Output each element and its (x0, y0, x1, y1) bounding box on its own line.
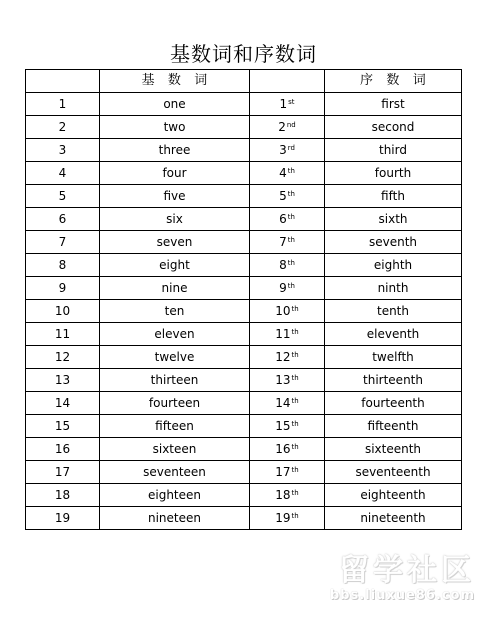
table-row (26, 139, 462, 162)
table-row (26, 507, 462, 530)
ordinal-abbr-number: 12 (275, 350, 291, 364)
ordinal-abbr-suffix: th (291, 420, 299, 428)
ordinal-abbr-cell (250, 277, 325, 300)
row-index-cell: 5 (26, 185, 100, 208)
cardinal-cell: ten (100, 300, 250, 323)
table-header-row (26, 70, 462, 93)
watermark-url: bbs.liuxue86.com (329, 588, 475, 603)
table-row (26, 461, 462, 484)
ordinal-abbr-suffix: th (287, 282, 295, 290)
row-index-cell: 15 (26, 415, 100, 438)
row-index-cell: 14 (26, 392, 100, 415)
cardinal-cell: sixteen (100, 438, 250, 461)
ordinal-abbr-suffix: st (288, 98, 295, 106)
cardinal-cell: fourteen (100, 392, 250, 415)
ordinal-cell: seventeenth (325, 461, 462, 484)
cardinal-cell: twelve (100, 346, 250, 369)
cardinal-cell: six (100, 208, 250, 231)
table-row (26, 415, 462, 438)
ordinal-abbr-cell (250, 323, 325, 346)
table-row (26, 484, 462, 507)
header-ordinal-abbr (250, 70, 325, 93)
row-index-cell: 9 (26, 277, 100, 300)
ordinal-abbr-cell (250, 369, 325, 392)
table-row (26, 185, 462, 208)
ordinal-cell: sixth (325, 208, 462, 231)
cardinal-cell: three (100, 139, 250, 162)
ordinal-abbr-suffix: rd (287, 144, 295, 152)
header-cardinal: 基 数 词 (100, 70, 250, 93)
table-row (26, 277, 462, 300)
ordinal-cell: ninth (325, 277, 462, 300)
cardinal-cell: seventeen (100, 461, 250, 484)
ordinal-abbr-suffix: th (287, 236, 295, 244)
row-index-cell: 18 (26, 484, 100, 507)
ordinal-abbr-number: 3 (279, 143, 287, 157)
ordinal-abbr-number: 10 (275, 304, 291, 318)
ordinal-abbr-cell (250, 139, 325, 162)
ordinal-cell: fifteenth (325, 415, 462, 438)
ordinal-cell: twelfth (325, 346, 462, 369)
row-index-cell: 11 (26, 323, 100, 346)
row-index-cell: 1 (26, 93, 100, 116)
ordinal-abbr-suffix: th (287, 213, 295, 221)
cardinal-cell: seven (100, 231, 250, 254)
cardinal-cell: thirteen (100, 369, 250, 392)
ordinal-abbr-number: 13 (275, 373, 291, 387)
table-row (26, 231, 462, 254)
cardinal-cell: eighteen (100, 484, 250, 507)
ordinal-abbr-number: 8 (279, 258, 287, 272)
ordinal-abbr-cell (250, 93, 325, 116)
ordinal-abbr-cell (250, 116, 325, 139)
ordinal-abbr-suffix: th (291, 328, 299, 336)
ordinal-cell: seventh (325, 231, 462, 254)
ordinal-abbr-number: 18 (275, 488, 291, 502)
ordinal-abbr-cell (250, 231, 325, 254)
ordinal-abbr-number: 15 (275, 419, 291, 433)
ordinal-abbr-number: 7 (279, 235, 287, 249)
table-row (26, 93, 462, 116)
cardinal-cell: four (100, 162, 250, 185)
row-index-cell: 13 (26, 369, 100, 392)
ordinal-abbr-suffix: th (291, 489, 299, 497)
cardinal-cell: one (100, 93, 250, 116)
ordinal-abbr-suffix: th (291, 351, 299, 359)
ordinal-abbr-number: 11 (275, 327, 291, 341)
row-index-cell: 16 (26, 438, 100, 461)
table-row (26, 369, 462, 392)
table-row (26, 208, 462, 231)
ordinal-abbr-number: 19 (275, 511, 291, 525)
table-row (26, 116, 462, 139)
ordinal-abbr-cell (250, 461, 325, 484)
ordinal-abbr-cell (250, 208, 325, 231)
cardinal-cell: fifteen (100, 415, 250, 438)
cardinal-cell: eight (100, 254, 250, 277)
row-index-cell: 4 (26, 162, 100, 185)
watermark-text: 留学社区 (339, 553, 475, 588)
table-row (26, 392, 462, 415)
ordinal-abbr-number: 9 (279, 281, 287, 295)
ordinal-abbr-suffix: th (291, 512, 299, 520)
table-row (26, 254, 462, 277)
row-index-cell: 6 (26, 208, 100, 231)
ordinal-cell: fourteenth (325, 392, 462, 415)
row-index-cell: 19 (26, 507, 100, 530)
ordinal-cell: nineteenth (325, 507, 462, 530)
ordinal-cell: second (325, 116, 462, 139)
ordinal-abbr-number: 17 (275, 465, 291, 479)
ordinal-abbr-number: 4 (279, 166, 287, 180)
ordinal-abbr-suffix: nd (286, 121, 296, 129)
row-index-cell: 3 (26, 139, 100, 162)
row-index-cell: 7 (26, 231, 100, 254)
table-row (26, 323, 462, 346)
ordinal-abbr-cell (250, 254, 325, 277)
cardinal-cell: nine (100, 277, 250, 300)
cardinal-cell: eleven (100, 323, 250, 346)
ordinal-cell: sixteenth (325, 438, 462, 461)
table-row (26, 162, 462, 185)
ordinal-abbr-number: 5 (279, 189, 287, 203)
cardinal-cell: five (100, 185, 250, 208)
ordinal-abbr-cell (250, 300, 325, 323)
ordinal-abbr-cell (250, 346, 325, 369)
ordinal-abbr-suffix: th (291, 374, 299, 382)
row-index-cell: 17 (26, 461, 100, 484)
ordinal-abbr-cell (250, 162, 325, 185)
ordinal-cell: first (325, 93, 462, 116)
ordinal-abbr-suffix: th (291, 305, 299, 313)
ordinal-abbr-suffix: th (287, 190, 295, 198)
number-table (25, 69, 462, 530)
ordinal-abbr-cell (250, 415, 325, 438)
table-row (26, 346, 462, 369)
ordinal-cell: fifth (325, 185, 462, 208)
cardinal-cell: two (100, 116, 250, 139)
row-index-cell: 12 (26, 346, 100, 369)
ordinal-cell: tenth (325, 300, 462, 323)
ordinal-abbr-number: 2 (278, 120, 286, 134)
header-index (26, 70, 100, 93)
ordinal-abbr-cell (250, 438, 325, 461)
ordinal-abbr-number: 14 (275, 396, 291, 410)
ordinal-cell: eleventh (325, 323, 462, 346)
ordinal-abbr-cell (250, 484, 325, 507)
ordinal-cell: eighteenth (325, 484, 462, 507)
table-body (26, 93, 462, 530)
ordinal-abbr-suffix: th (291, 397, 299, 405)
cardinal-cell: nineteen (100, 507, 250, 530)
ordinal-abbr-cell (250, 185, 325, 208)
ordinal-abbr-suffix: th (291, 466, 299, 474)
header-ordinal: 序 数 词 (325, 70, 462, 93)
ordinal-abbr-suffix: th (287, 259, 295, 267)
ordinal-abbr-suffix: th (291, 443, 299, 451)
row-index-cell: 10 (26, 300, 100, 323)
ordinal-cell: thirteenth (325, 369, 462, 392)
page-title: 基数词和序数词 (170, 42, 317, 66)
ordinal-cell: eighth (325, 254, 462, 277)
ordinal-abbr-number: 16 (275, 442, 291, 456)
row-index-cell: 2 (26, 116, 100, 139)
watermark (315, 554, 475, 614)
table-row (26, 438, 462, 461)
ordinal-abbr-cell (250, 392, 325, 415)
ordinal-cell: third (325, 139, 462, 162)
table-row (26, 300, 462, 323)
ordinal-abbr-cell (250, 507, 325, 530)
ordinal-abbr-number: 6 (279, 212, 287, 226)
ordinal-abbr-suffix: th (287, 167, 295, 175)
ordinal-cell: fourth (325, 162, 462, 185)
ordinal-abbr-number: 1 (279, 97, 288, 111)
row-index-cell: 8 (26, 254, 100, 277)
